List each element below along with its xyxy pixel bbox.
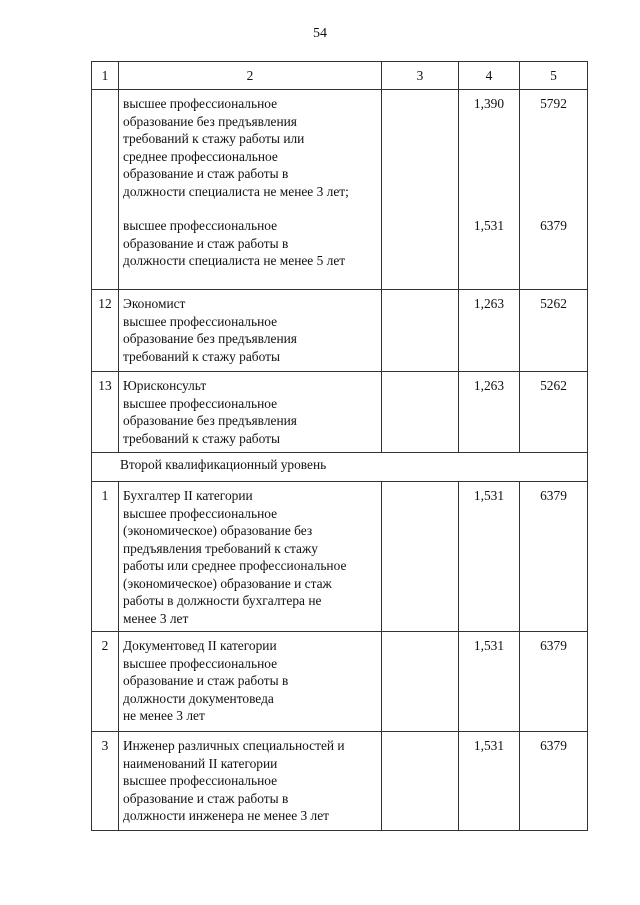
salary-cell (520, 90, 588, 290)
salary-value: 6379 (540, 217, 567, 233)
row-number: 1 (92, 482, 119, 632)
empty-cell (382, 90, 459, 290)
qualification-table (91, 61, 588, 831)
empty-cell (382, 482, 459, 632)
empty-cell (382, 732, 459, 831)
salary-value: 5262 (520, 372, 588, 453)
requirement-text: высшее профессиональное образование и стаж работы в должности специалиста не менее 5 лет (123, 218, 346, 268)
column-header: 3 (382, 62, 459, 90)
salary-value: 5792 (540, 96, 567, 111)
coefficient-value: 1,263 (459, 290, 520, 372)
salary-value: 6379 (520, 732, 588, 831)
column-header: 2 (119, 62, 382, 90)
row-number: 12 (92, 290, 119, 372)
section-row (92, 453, 588, 482)
table-row (92, 90, 588, 290)
table-row (92, 632, 588, 732)
row-number: 13 (92, 372, 119, 453)
coefficient-value: 1,531 (459, 632, 520, 732)
column-header: 4 (459, 62, 520, 90)
row-number: 2 (92, 632, 119, 732)
empty-cell (382, 290, 459, 372)
salary-value: 5262 (520, 290, 588, 372)
row-description: Бухгалтер II категории высшее профессиональное (экономическое) образование без предъявления требований к стажу работы или среднее профессиональное (экономическое) образование и стаж работы в должности бухгалтера не менее 3 лет (123, 488, 347, 626)
salary-value: 6379 (520, 632, 588, 732)
coefficient-value: 1,531 (459, 732, 520, 831)
coefficient-value: 1,531 (473, 217, 505, 233)
row-description (119, 90, 382, 290)
table-row (92, 482, 588, 632)
page-number: 54 (313, 26, 327, 41)
row-description: Документовед II категории высшее профессиональное образование и стаж работы в должности документоведа не менее 3 лет (123, 638, 289, 723)
coefficient-value: 1,531 (459, 482, 520, 632)
table-row (92, 290, 588, 372)
salary-value: 6379 (520, 482, 588, 632)
section-title: Второй квалификационный уровень (92, 453, 588, 482)
coefficient-value: 1,390 (473, 96, 505, 111)
row-description: Экономист высшее профессиональное образование без предъявления требований к стажу работы (123, 296, 297, 364)
empty-cell (382, 372, 459, 453)
column-header: 5 (520, 62, 588, 90)
row-number: 3 (92, 732, 119, 831)
column-header: 1 (92, 62, 119, 90)
requirement-text: высшее профессиональное образование без предъявления требований к стажу работы или среднее профессиональное образование и стаж работы в должности специалиста не менее 3 лет; (123, 96, 349, 199)
table-row (92, 372, 588, 453)
row-number (92, 90, 119, 290)
row-description: Инженер различных специальностей и наименований II категории высшее профессиональное образование и стаж работы в должности инженера не менее 3 лет (123, 738, 345, 823)
header-row (92, 62, 588, 90)
table-row (92, 732, 588, 831)
coefficient-value: 1,263 (459, 372, 520, 453)
empty-cell (382, 632, 459, 732)
row-description: Юрисконсульт высшее профессиональное образование без предъявления требований к стажу работы (123, 378, 297, 446)
coefficient-cell (459, 90, 520, 290)
